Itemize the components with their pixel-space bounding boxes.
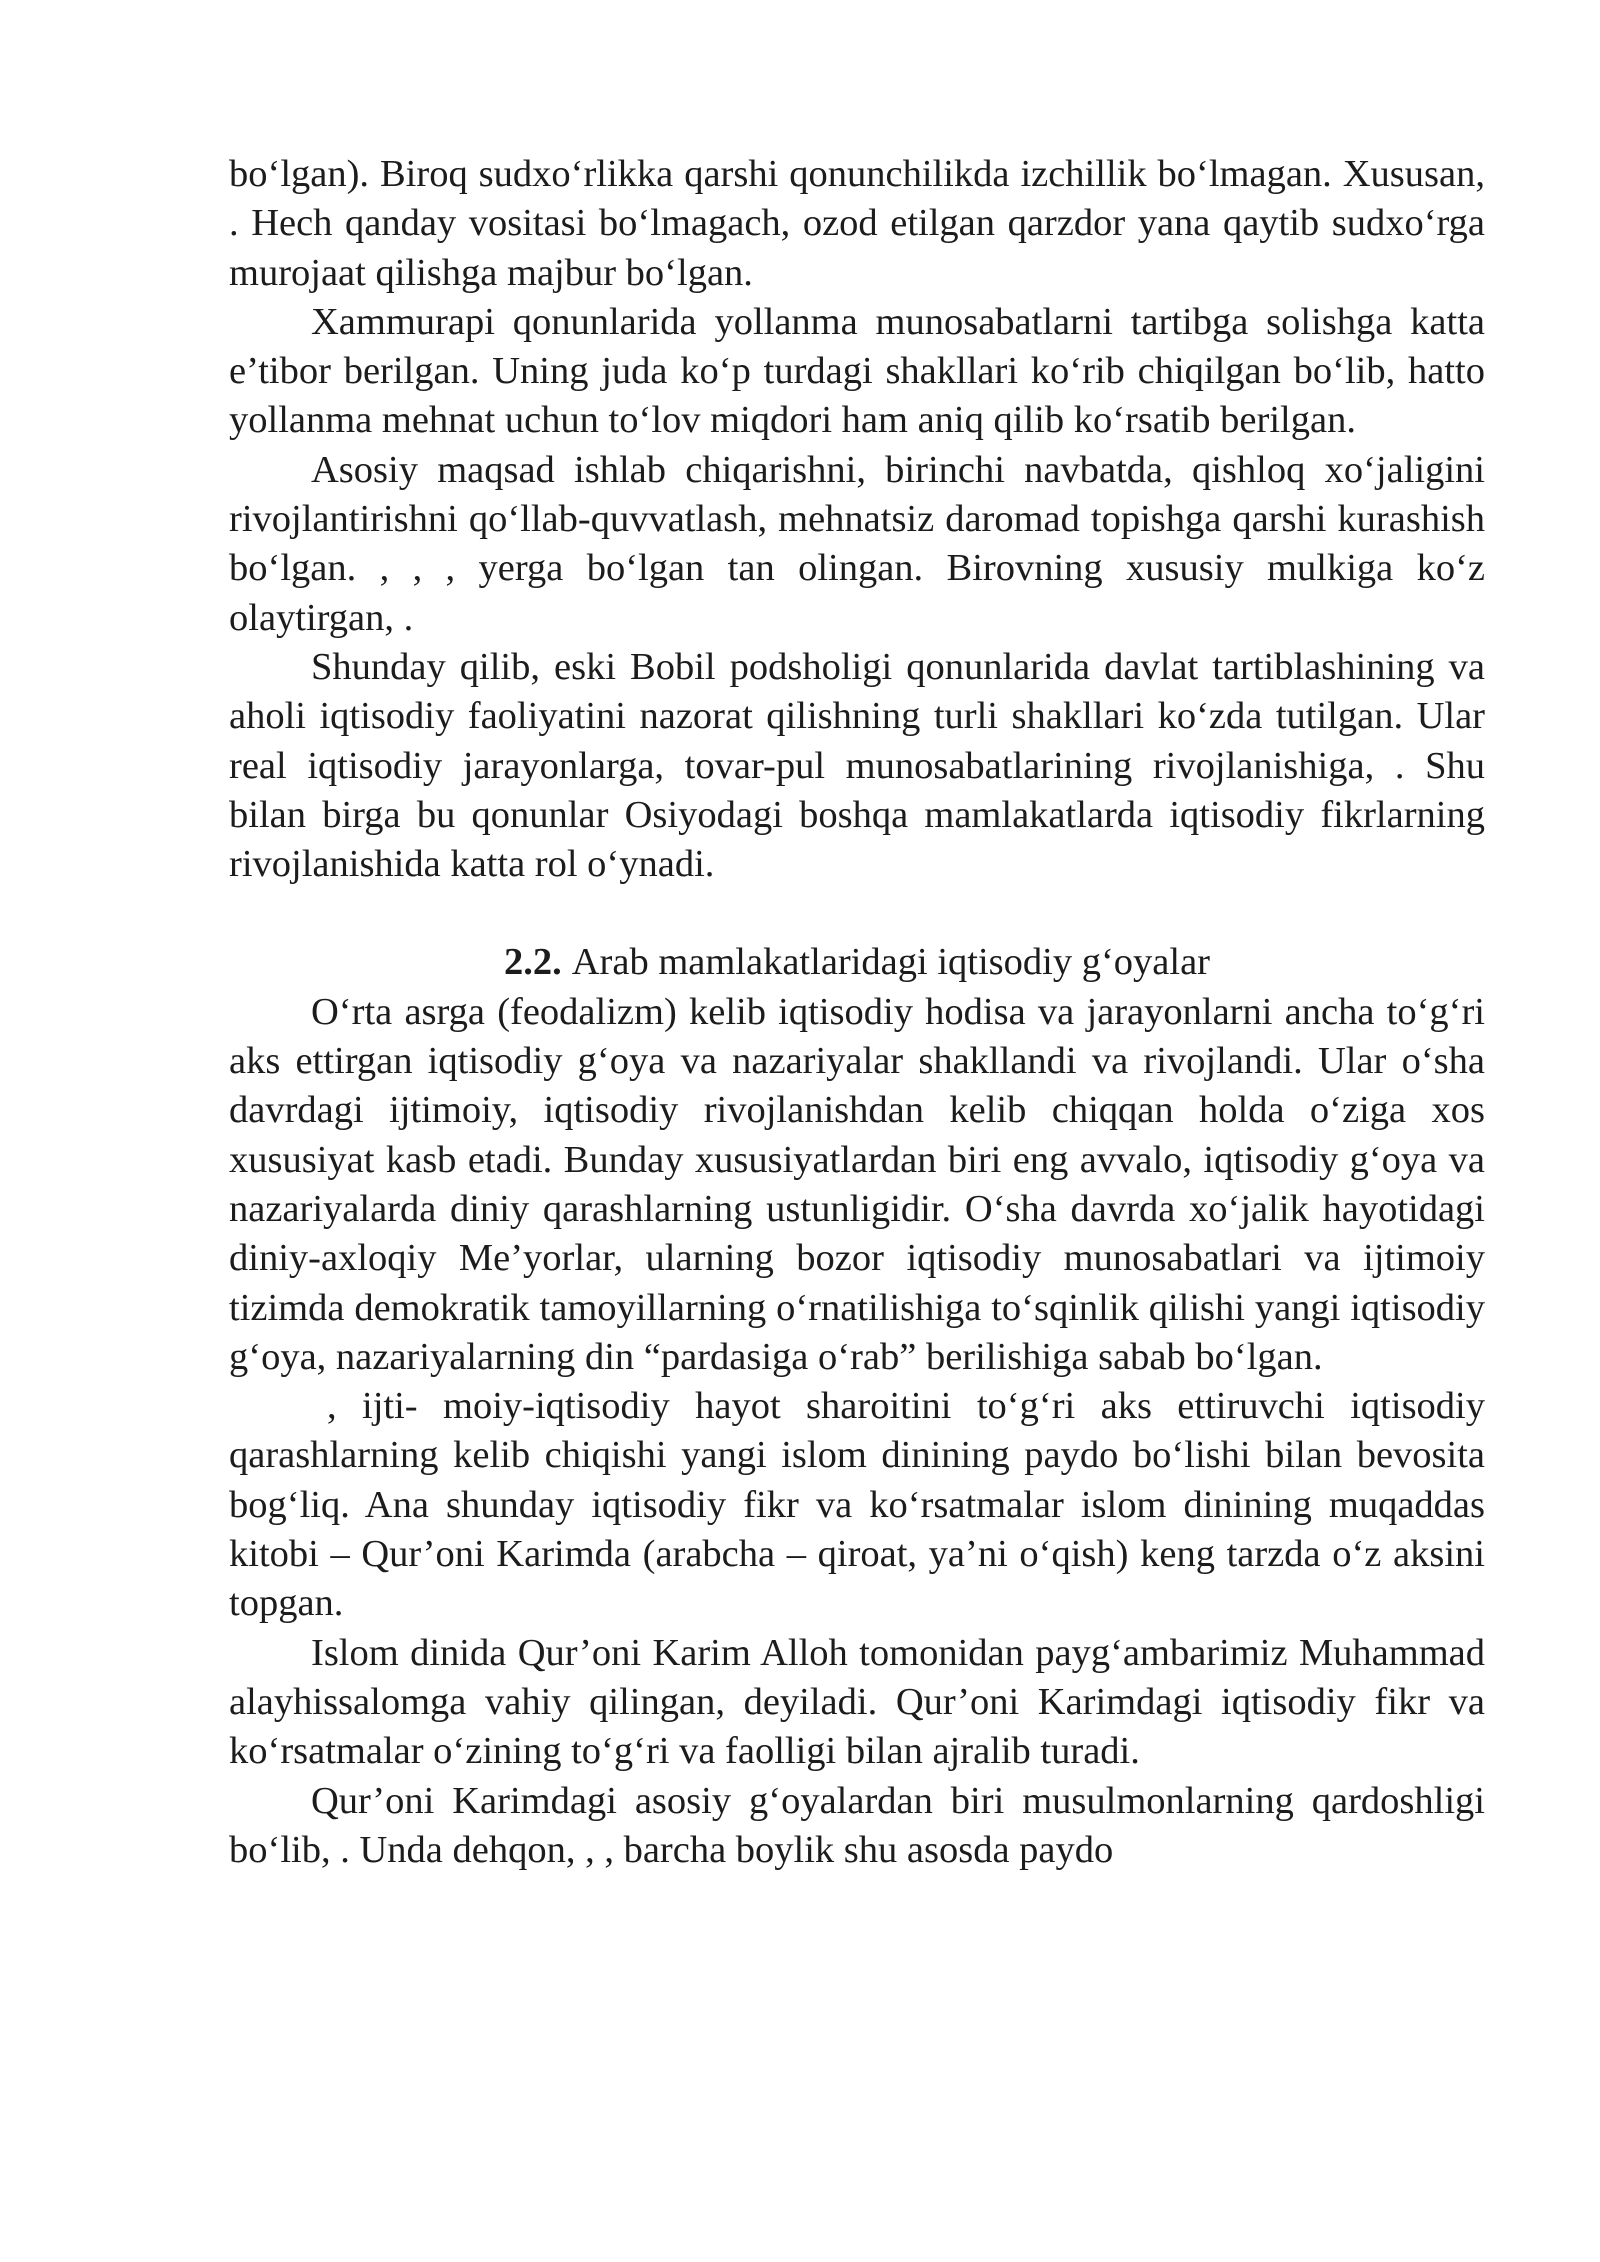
paragraph-3: Asosiy maqsad ishlab chiqarishni, birinchi navbatda, qishloq xo‘jaligini rivojlantirishni qo‘llab-quvvatlash, mehnatsiz daromad topishga qarshi kurashish bo‘lgan. , , , yerga bo‘lgan tan olingan. Birovning xususiy mulkiga ko‘z olaytirgan, . xyxy=(229,448,1485,639)
section-title: Arab mamlakatlaridagi iqtisodiy g‘oyalar xyxy=(571,941,1210,984)
paragraph-8: Qur’oni Karimdagi asosiy g‘oyalardan biri musulmonlarning qardoshligi bo‘lib, . Unda dehqon, , , barcha boylik shu asosda paydo xyxy=(229,1779,1485,1871)
paragraph-6: , ijti- moiy-iqtisodiy hayot sharoitini to‘g‘ri aks ettiruvchi iqtisodiy qarashlarning kelib chiqishi yangi islom dinining paydo bo‘lishi bilan bevosita bog‘liq. Ana shunday iqtisodiy fikr va ko‘rsatmalar islom dinining muqaddas kitobi – Qur’oni Karimda (arabcha – qiroat, ya’ni o‘qish) keng tarzda o‘z aksini topgan. xyxy=(229,1385,1485,1625)
paragraph-7: Islom dinida Qur’oni Karim Alloh tomonidan payg‘ambarimiz Muhammad alayhissalomga vahiy qilingan, deyiladi. Qur’oni Karimdagi iqtisodiy fikr va ko‘rsatmalar o‘zining to‘g‘ri va faolligi bilan ajralib turadi. xyxy=(229,1631,1485,1773)
paragraph-5: O‘rta asrga (feodalizm) kelib iqtisodiy hodisa va jarayonlarni ancha to‘g‘ri aks ettirgan iqtisodiy g‘oya va nazariyalar shakllandi va rivojlandi. Ular o‘sha davrdagi ijtimoiy, iqtisodiy rivojlanishdan kelib chiqqan holda o‘ziga xos xususiyat kasb etadi. Bunday xususiyatlardan biri eng avvalo, iqtisodiy g‘oya va nazariyalarda diniy qarashlarning ustunligidir. O‘sha davrda xo‘jalik hayotidagi diniy-axloqiy Me’yorlar, ularning bozor iqtisodiy munosabatlari va ijtimoiy tizimda demokratik tamoyillarning o‘rnatilishiga to‘sqinlik qilishi yangi iqtisodiy g‘oya, nazariyalarning din “pardasiga o‘rab” berilishiga sabab bo‘lgan. xyxy=(229,990,1485,1378)
paragraph-4: Shunday qilib, eski Bobil podsholigi qonunlarida davlat tartiblashining va aholi iqtisodiy faoliyatini nazorat qilishning turli shakllari ko‘zda tutilgan. Ular real iqtisodiy jarayonlarga, tovar-pul munosabatlarining rivojlanishiga, . Shu bilan birga bu qonunlar Osiyodagi boshqa mamlakatlarda iqtisodiy fikrlarning rivojlanishida katta rol o‘ynadi. xyxy=(229,645,1485,886)
section-heading xyxy=(229,938,1485,987)
paragraph-1: bo‘lgan). Biroq sudxo‘rlikka qarshi qonunchilikda izchillik bo‘lmagan. Xususan, . Hech qanday vositasi bo‘lmagach, ozod etilgan qarzdor yana qaytib sudxo‘rga murojaat qilishga majbur bo‘lgan. xyxy=(229,153,1485,294)
paragraph-2: Xammurapi qonunlarida yollanma munosabatlarni tartibga solishga katta e’tibor berilgan. Uning juda ko‘p turdagi shakllari ko‘rib chiqilgan bo‘lib, hatto yollanma mehnat uchun to‘lov miqdori ham aniq qilib ko‘rsatib berilgan. xyxy=(229,300,1485,442)
section-number: 2.2. xyxy=(503,941,562,984)
document-page xyxy=(229,150,1485,1875)
